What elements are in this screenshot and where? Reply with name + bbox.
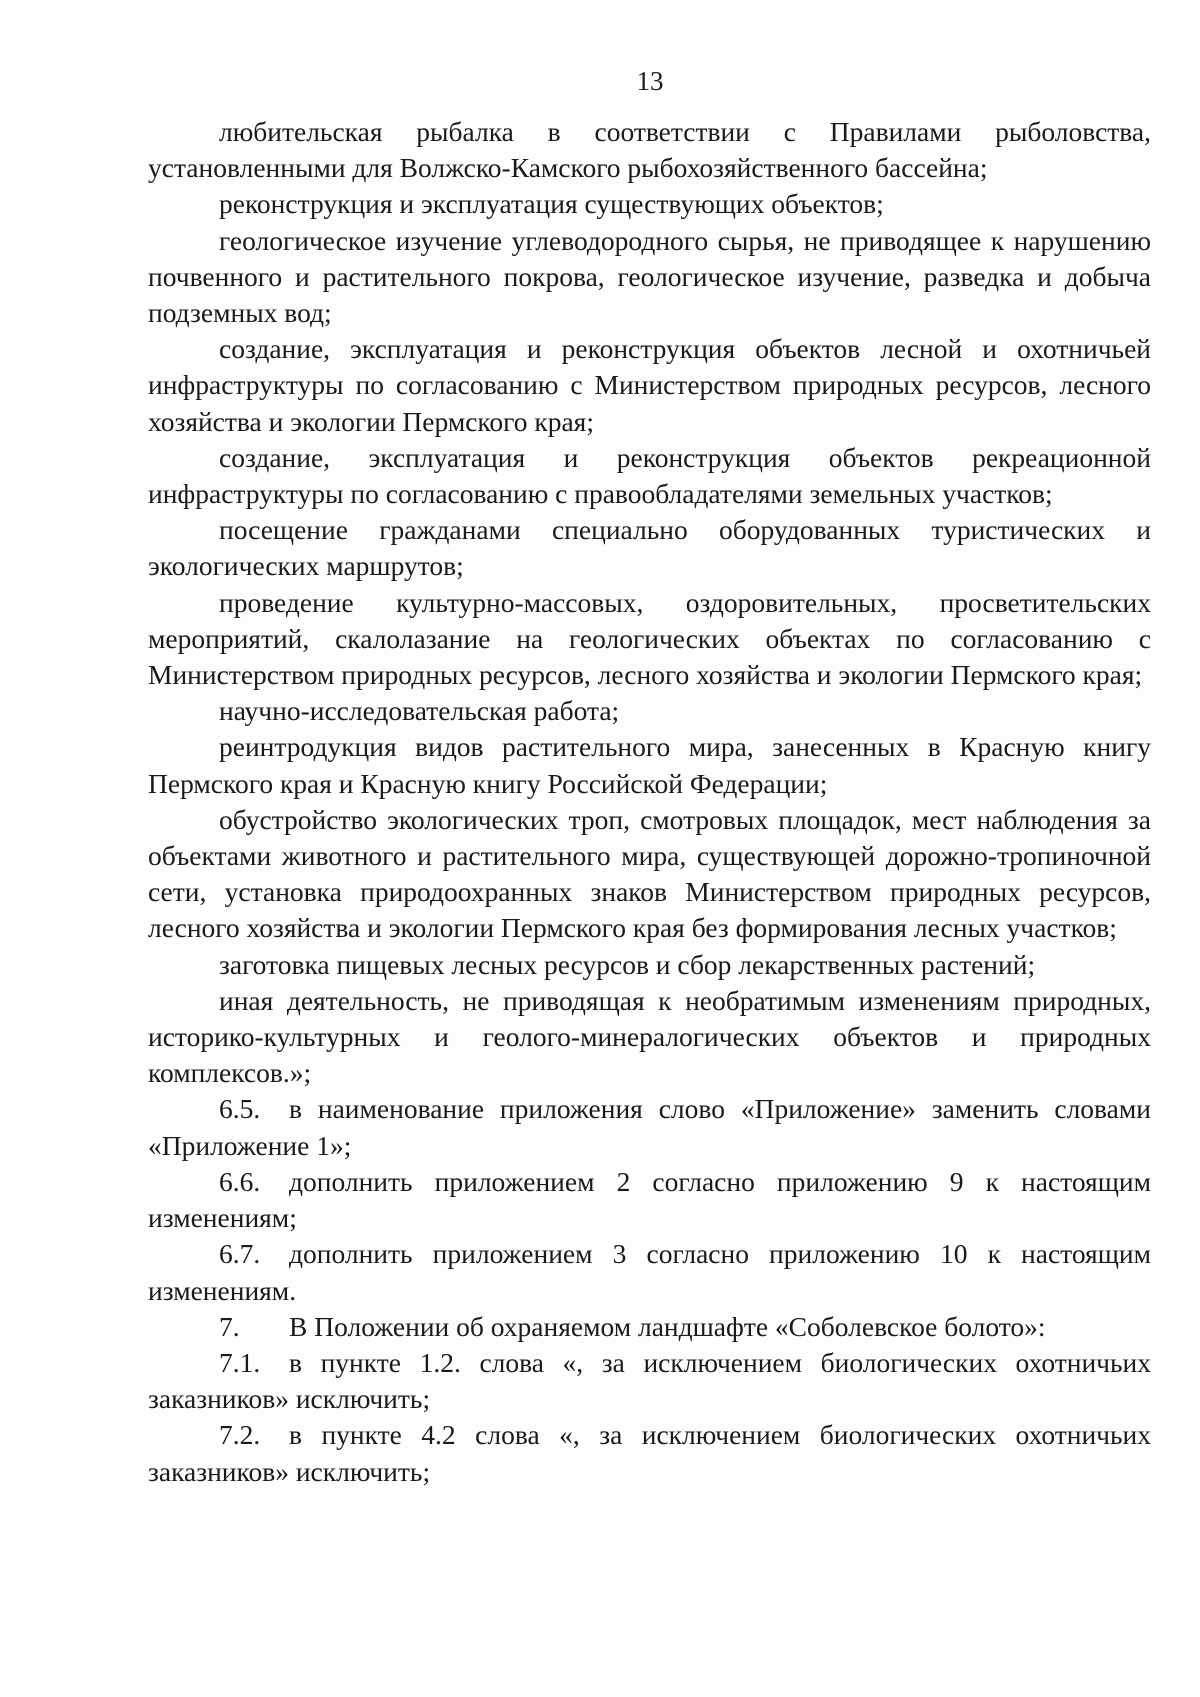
document-body [148, 114, 1151, 1490]
item-text: дополнить приложением 2 согласно приложению 9 к настоящим изменениям; [148, 1165, 1151, 1234]
item-number: 7.1. [219, 1346, 261, 1378]
page-number: 13 [636, 66, 664, 96]
paragraph: проведение культурно-массовых, оздоровительных, просветительских мероприятий, скалолазание на геологических объектах по согласованию с Министерством природных ресурсов, лесного хозяйства и экологии Пермского края; [148, 586, 1151, 691]
paragraph: создание, эксплуатация и реконструкция объектов лесной и охотничьей инфраструктуры по согласованию с Министерством природных ресурсов, лесного хозяйства и экологии Пермского края; [148, 333, 1151, 437]
numbered-item [148, 1309, 1151, 1345]
item-text: в наименование приложения слово «Приложение» заменить словами «Приложение 1»; [148, 1093, 1151, 1161]
item-number: 7.2. [219, 1419, 261, 1451]
item-text: В Положении об охраняемом ландшафте «Соболевское болото»: [289, 1310, 1046, 1342]
paragraph: заготовка пищевых лесных ресурсов и сбор лекарственных растений; [219, 948, 1036, 980]
paragraph: любительская рыбалка в соответствии с Правилами рыболовства, установленными для Волжско-Камского рыбохозяйственного бассейна; [148, 116, 1151, 184]
numbered-item [148, 1091, 1151, 1163]
numbered-item [148, 1345, 1151, 1417]
item-text: в пункте 4.2 слова «, за исключением биологических охотничьих заказников» исключить; [148, 1419, 1151, 1487]
paragraph: обустройство экологических троп, смотровых площадок, мест наблюдения за объектами животного и растительного мира, существующей дорожно-тропиночной сети, установка природоохранных знаков Министерством природных ресурсов, лесного хозяйства и экологии Пермского края без формирования лесных участков; [148, 803, 1151, 944]
paragraph: реинтродукция видов растительного мира, занесенных в Красную книгу Пермского края и Красную книгу Российской Федерации; [148, 731, 1151, 799]
numbered-item [148, 1236, 1151, 1308]
paragraph: геологическое изучение углеводородного сырья, не приводящее к нарушению почвенного и растительного покрова, геологическое изучение, разведка и добыча подземных вод; [148, 224, 1151, 329]
item-number: 6.6. [219, 1165, 261, 1197]
item-text: дополнить приложением 3 согласно приложению 10 к настоящим изменениям. [148, 1238, 1151, 1306]
paragraph: создание, эксплуатация и реконструкция объектов рекреационной инфраструктуры по согласованию с правообладателями земельных участков; [148, 441, 1151, 510]
paragraph: посещение гражданами специально оборудованных туристических и экологических маршрутов; [148, 514, 1151, 582]
item-number: 7. [219, 1310, 240, 1342]
item-number: 6.5. [219, 1093, 261, 1125]
numbered-item [148, 1164, 1151, 1236]
paragraph: реконструкция и эксплуатация существующих объектов; [219, 188, 884, 220]
item-number: 6.7. [219, 1238, 261, 1270]
item-text: в пункте 1.2. слова «, за исключением биологических охотничьих заказников» исключить; [148, 1346, 1151, 1415]
paragraph: научно-исследовательская работа; [219, 695, 620, 727]
paragraph: иная деятельность, не приводящая к необратимым изменениям природных, историко-культурных и геолого-минералогических объектов и природных комплексов.»; [148, 984, 1151, 1089]
numbered-item [148, 1417, 1151, 1489]
